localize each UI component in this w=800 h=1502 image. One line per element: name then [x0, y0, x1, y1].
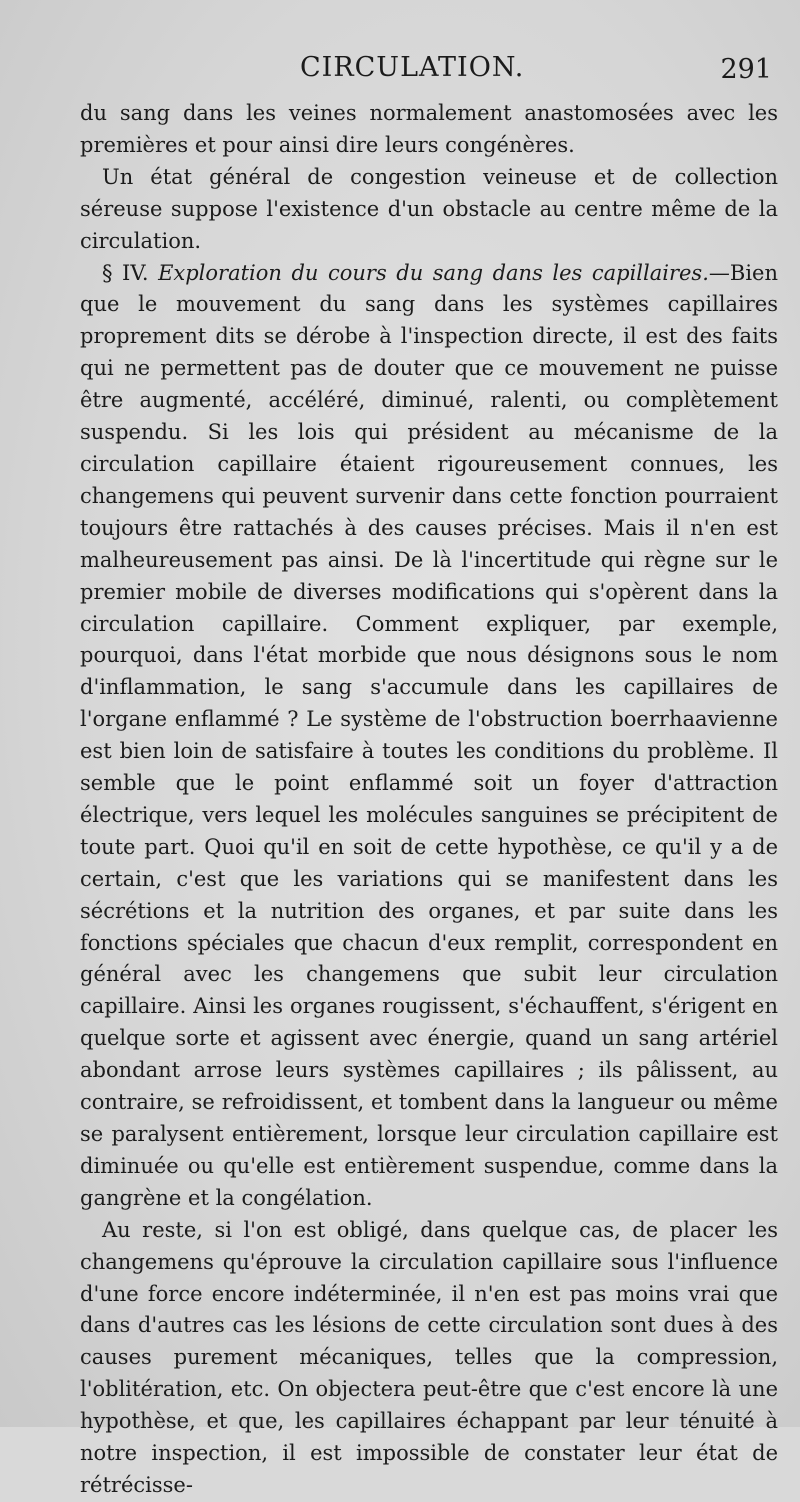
paragraph-au-reste: Au reste, si l'on est obligé, dans quelque cas, de placer les changemens qu'éprouve la circulation capillaire sous l'influence d'une force encore indéterminée, il n'en est pas moins vrai que dans d'autres cas les lésions de cette circulation sont dues à des causes purement mécaniques, telles que la compression, l'oblitération, etc. On objectera peut-être que c'est encore là une hypothèse, et que, les capillaires échappant par leur ténuité à notre inspection, il est impossible de constater leur état de rétrécisse-	[80, 1217, 778, 1497]
paragraph-continuation: du sang dans les veines normalement anastomosées avec les premières et pour ainsi dire leurs congénères.	[80, 101, 778, 157]
section-title: Exploration du cours du sang dans les capillaires.	[158, 260, 709, 285]
paragraph-congestion: Un état général de congestion veineuse et de collection séreuse suppose l'existence d'un obstacle au centre même de la circulation.	[80, 164, 778, 253]
running-title: CIRCULATION.	[300, 52, 525, 83]
paragraph-section-iv	[80, 258, 778, 1215]
section-body: Bien que le mouvement du sang dans les systèmes capillaires proprement dits se dérobe à l'inspection directe, il est des faits qui ne permettent pas de douter que ce mouvement ne puisse être augmenté, accéléré, diminué, ralenti, ou complètement suspendu. Si les lois qui président au mécanisme de la circulation capillaire étaient rigoureusement connues, les changemens qui peuvent survenir dans cette fonction pourraient toujours être rattachés à des causes précises. Mais il n'en est malheureusement pas ainsi. De là l'incertitude qui règne sur le premier mobile de diverses modifications qui s'opèrent dans la circulation capillaire. Comment expliquer, par exemple, pourquoi, dans l'état morbide que nous désignons sous le nom d'inflammation, le sang s'accumule dans les capillaires de l'organe enflammé ? Le système de l'obstruction boerrhaavienne est bien loin de satisfaire à toutes les conditions du problème. Il semble que le point enflammé soit un foyer d'attraction électrique, vers lequel les molécules sanguines se précipitent de toute part. Quoi qu'il en soit de cette hypothèse, ce qu'il y a de certain, c'est que les variations qui se manifestent dans les sécrétions et la nutrition des organes, et par suite dans les fonctions spéciales que chacun d'eux remplit, correspondent en général avec les changemens que subit leur circulation capillaire. Ainsi les organes rougissent, s'échauffent, s'érigent en quelque sorte et agissent avec énergie, quand un sang artériel abondant arrose leurs systèmes capillaires ; ils pâlissent, au contraire, se refroidissent, et tombent dans la langueur ou même se paralysent entièrement, lorsque leur circulation capillaire est diminuée ou qu'elle est entièrement suspendue, comme dans la gangrène et la congélation.	[80, 260, 778, 1210]
section-dash: —	[708, 260, 730, 285]
page-number: 291	[720, 54, 772, 85]
body-text	[80, 98, 778, 1502]
section-mark: § IV.	[102, 260, 149, 285]
page-header	[80, 52, 778, 92]
